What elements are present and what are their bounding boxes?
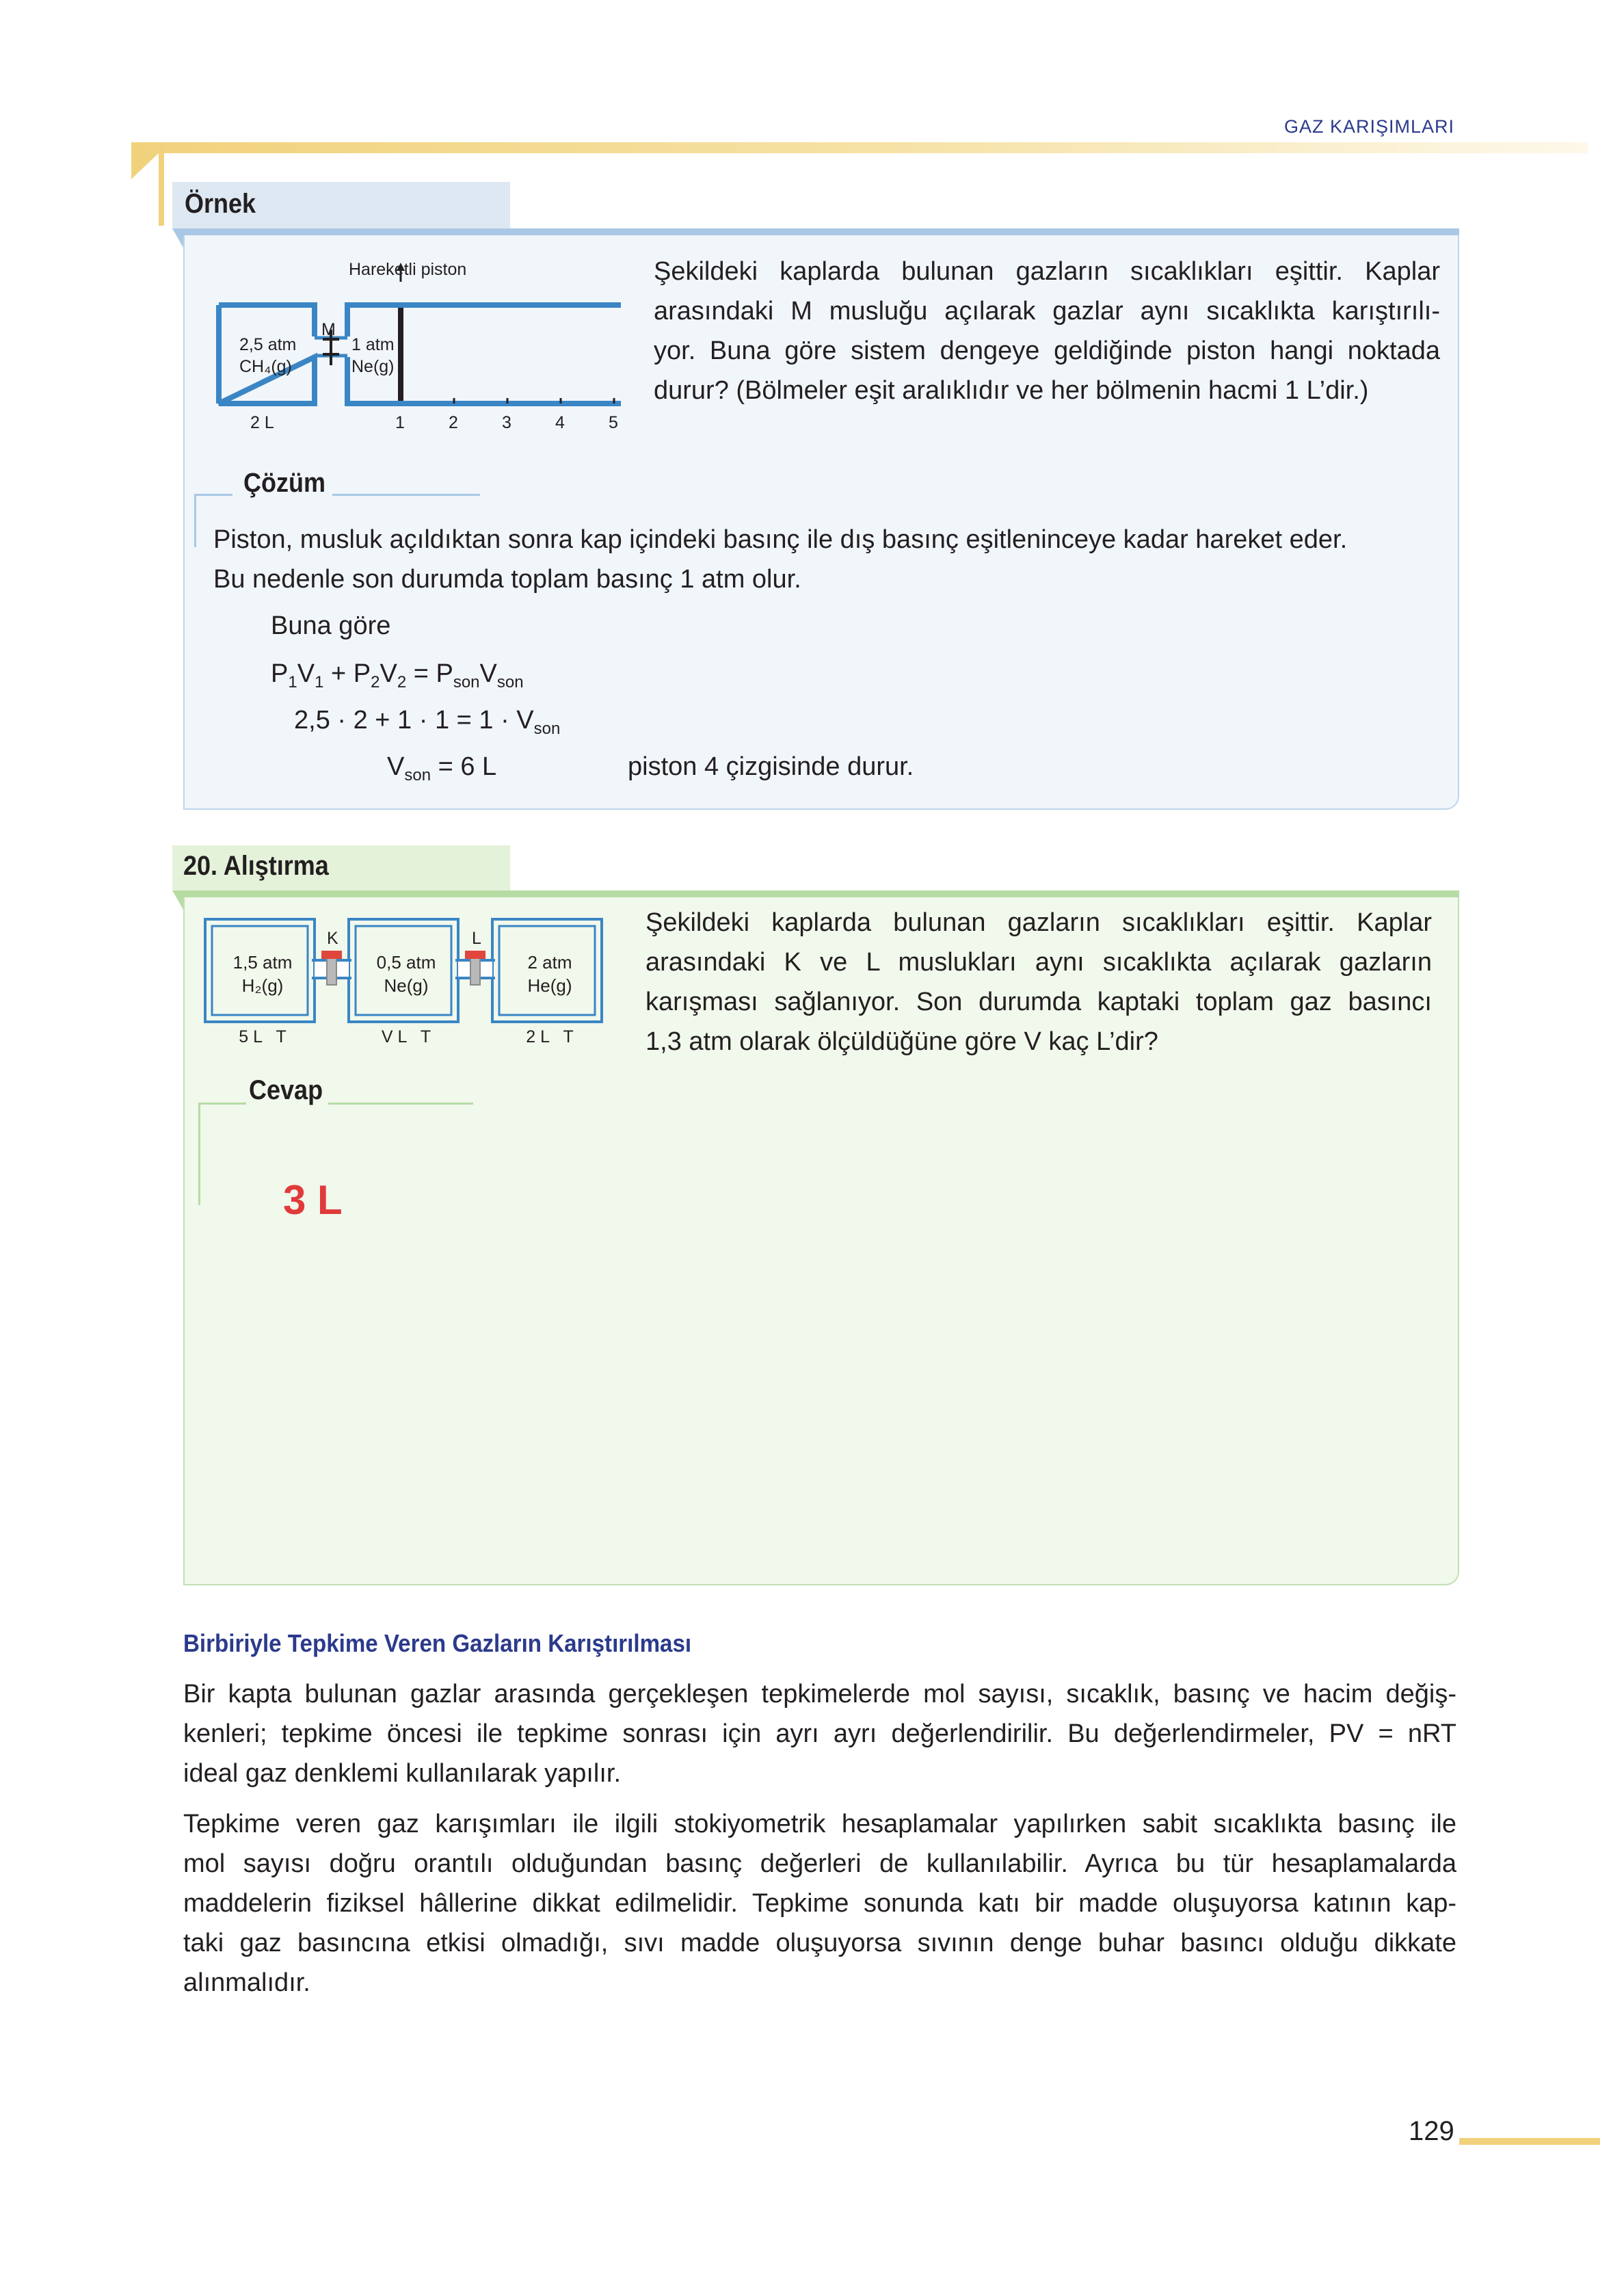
- container-3-pressure: 2 atm: [527, 952, 572, 973]
- container-3: [492, 951, 607, 997]
- container-1-pressure: 1,5 atm: [232, 952, 293, 973]
- section-title: Birbiriyle Tepkime Veren Gazların Karıştırılması: [183, 1629, 692, 1657]
- equation-2: $2,5 \cdot 2 + 1 \cdot 1 = 1 \cdot V_{son}$: [294, 706, 561, 738]
- tick-label: 1: [395, 413, 405, 432]
- solution-rule-right: [332, 494, 480, 496]
- solution-line: Piston, musluk açıldıktan sonra kap içindeki basınç ile dış basınç eşitleninceye kadar hareket eder.: [213, 525, 1348, 554]
- container-3-gas: He(g): [527, 975, 572, 996]
- answer-rule-right: [328, 1103, 473, 1105]
- valve-l-label: L: [472, 929, 481, 948]
- piston-label: Hareketli piston: [349, 260, 467, 279]
- exercise-box-top-rule: [183, 890, 1459, 897]
- buna-gore: Buna göre: [271, 611, 391, 640]
- tick-label: 2: [449, 413, 458, 432]
- tick-label: 5: [609, 413, 618, 432]
- solution-title: Çözüm: [243, 468, 325, 498]
- answer-title: Cevap: [249, 1075, 323, 1105]
- equation-1: $P_1V_1 + P_2V_2 = P_{son}V_{son}$: [271, 659, 524, 691]
- running-header: GAZ KARIŞIMLARI: [1283, 116, 1454, 137]
- conclusion: piston 4 çizgisinde durur.: [628, 752, 914, 781]
- solution-line: Bu nedenle son durumda toplam basınç 1 atm olur.: [213, 565, 801, 594]
- exercise-question: [645, 903, 1432, 1061]
- container-1-volume: 5 L T: [239, 1027, 287, 1046]
- example-question: [654, 252, 1440, 410]
- header-rule-corner: [131, 153, 159, 179]
- left-volume: 2 L: [250, 413, 274, 432]
- solution-rule-left: [194, 494, 232, 496]
- tick-label: 3: [502, 413, 511, 432]
- example-box-top-rule: [183, 228, 1459, 235]
- left-gas: CH₄(g): [239, 357, 292, 376]
- question-line: karışması sağlanıyor. Son durumda kaptaki toplam gaz basıncı: [645, 988, 1432, 1016]
- header-rule-vertical: [159, 142, 164, 226]
- tick-label: 4: [555, 413, 565, 432]
- question-line: durur? (Bölmeler eşit aralıklıdır ve her bölmenin hacmi 1 L’dir.): [654, 376, 1369, 405]
- exercise-title: 20. Alıştırma: [183, 851, 329, 881]
- right-gas: Ne(g): [351, 357, 395, 376]
- question-line: Şekildeki kaplarda bulunan gazların sıcaklıkları eşittir. Kaplar: [645, 908, 1432, 937]
- question-line: arasındaki M musluğu açılarak gazlar aynı sıcaklıkta karıştırılı-: [654, 297, 1440, 326]
- question-line: Şekildeki kaplarda bulunan gazların sıcaklıkları eşittir. Kaplar: [654, 257, 1440, 286]
- container-2-pressure: 0,5 atm: [376, 952, 436, 973]
- solution-rule-vertical: [194, 494, 196, 547]
- question-line: yor. Buna göre sistem dengeye geldiğinde piston hangi noktada: [654, 336, 1440, 365]
- example-tab-corner: [172, 228, 183, 248]
- answer-value: 3 L: [283, 1177, 343, 1223]
- section-paragraph-1: [183, 1674, 1456, 1793]
- paragraph-line: ideal gaz denklemi kullanılarak yapılır.: [183, 1759, 622, 1788]
- valve-k-label: K: [327, 929, 338, 948]
- page-number-rule: [1459, 2138, 1600, 2145]
- equation-3: $V_{son} = 6$ L: [387, 752, 497, 784]
- valve-m-label: M: [321, 320, 336, 339]
- paragraph-line: alınmalıdır.: [183, 1968, 310, 1997]
- section-paragraph-2: [183, 1804, 1456, 2003]
- question-line: 1,3 atm olarak ölçüldüğüne göre V kaç L’dir?: [645, 1027, 1158, 1056]
- question-line: arasındaki K ve L muslukları aynı sıcaklıkta açılarak gazların: [645, 948, 1432, 977]
- paragraph-line: maddelerin fiziksel hâllerine dikkat edilmelidir. Tepkime sonunda katı bir madde oluşuyorsa katının kap-: [183, 1889, 1456, 1918]
- paragraph-line: Tepkime veren gaz karışımları ile ilgili stokiyometrik hesaplamalar yapılırken sabit sıcaklıkta basınç ile: [183, 1810, 1456, 1838]
- left-pressure: 2,5 atm: [239, 335, 297, 354]
- paragraph-line: mol sayısı doğru orantılı olduğundan basınç değerleri de kullanılabilir. Ayrıca bu tür hesaplamalarda: [183, 1849, 1456, 1878]
- container-2-volume: V L T: [381, 1027, 431, 1046]
- exercise-tab-corner: [172, 890, 183, 910]
- paragraph-line: Bir kapta bulunan gazlar arasında gerçekleşen tepkimelerde mol sayısı, sıcaklık, basınç ve hacim değiş-: [183, 1680, 1456, 1708]
- right-pressure: 1 atm: [351, 335, 395, 354]
- answer-rule-vertical: [198, 1103, 200, 1205]
- container-1: [205, 951, 320, 997]
- example-title: Örnek: [185, 189, 256, 219]
- paragraph-line: taki gaz basıncına etkisi olmadığı, sıvı madde oluşuyorsa sıvının denge buhar basıncı olduğu dikkate: [183, 1929, 1456, 1957]
- answer-rule-left: [198, 1103, 246, 1105]
- container-2: [349, 951, 464, 997]
- container-2-gas: Ne(g): [384, 975, 429, 996]
- container-3-volume: 2 L T: [526, 1027, 574, 1046]
- header-rule: [131, 142, 1588, 153]
- page-number: 129: [1409, 2116, 1454, 2146]
- paragraph-line: kenleri; tepkime öncesi ile tepkime sonrası için ayrı ayrı değerlendirilir. Bu değerlendirmeler, PV = nRT: [183, 1719, 1456, 1748]
- solution-text: [213, 520, 1444, 599]
- container-1-gas: H₂(g): [241, 975, 284, 996]
